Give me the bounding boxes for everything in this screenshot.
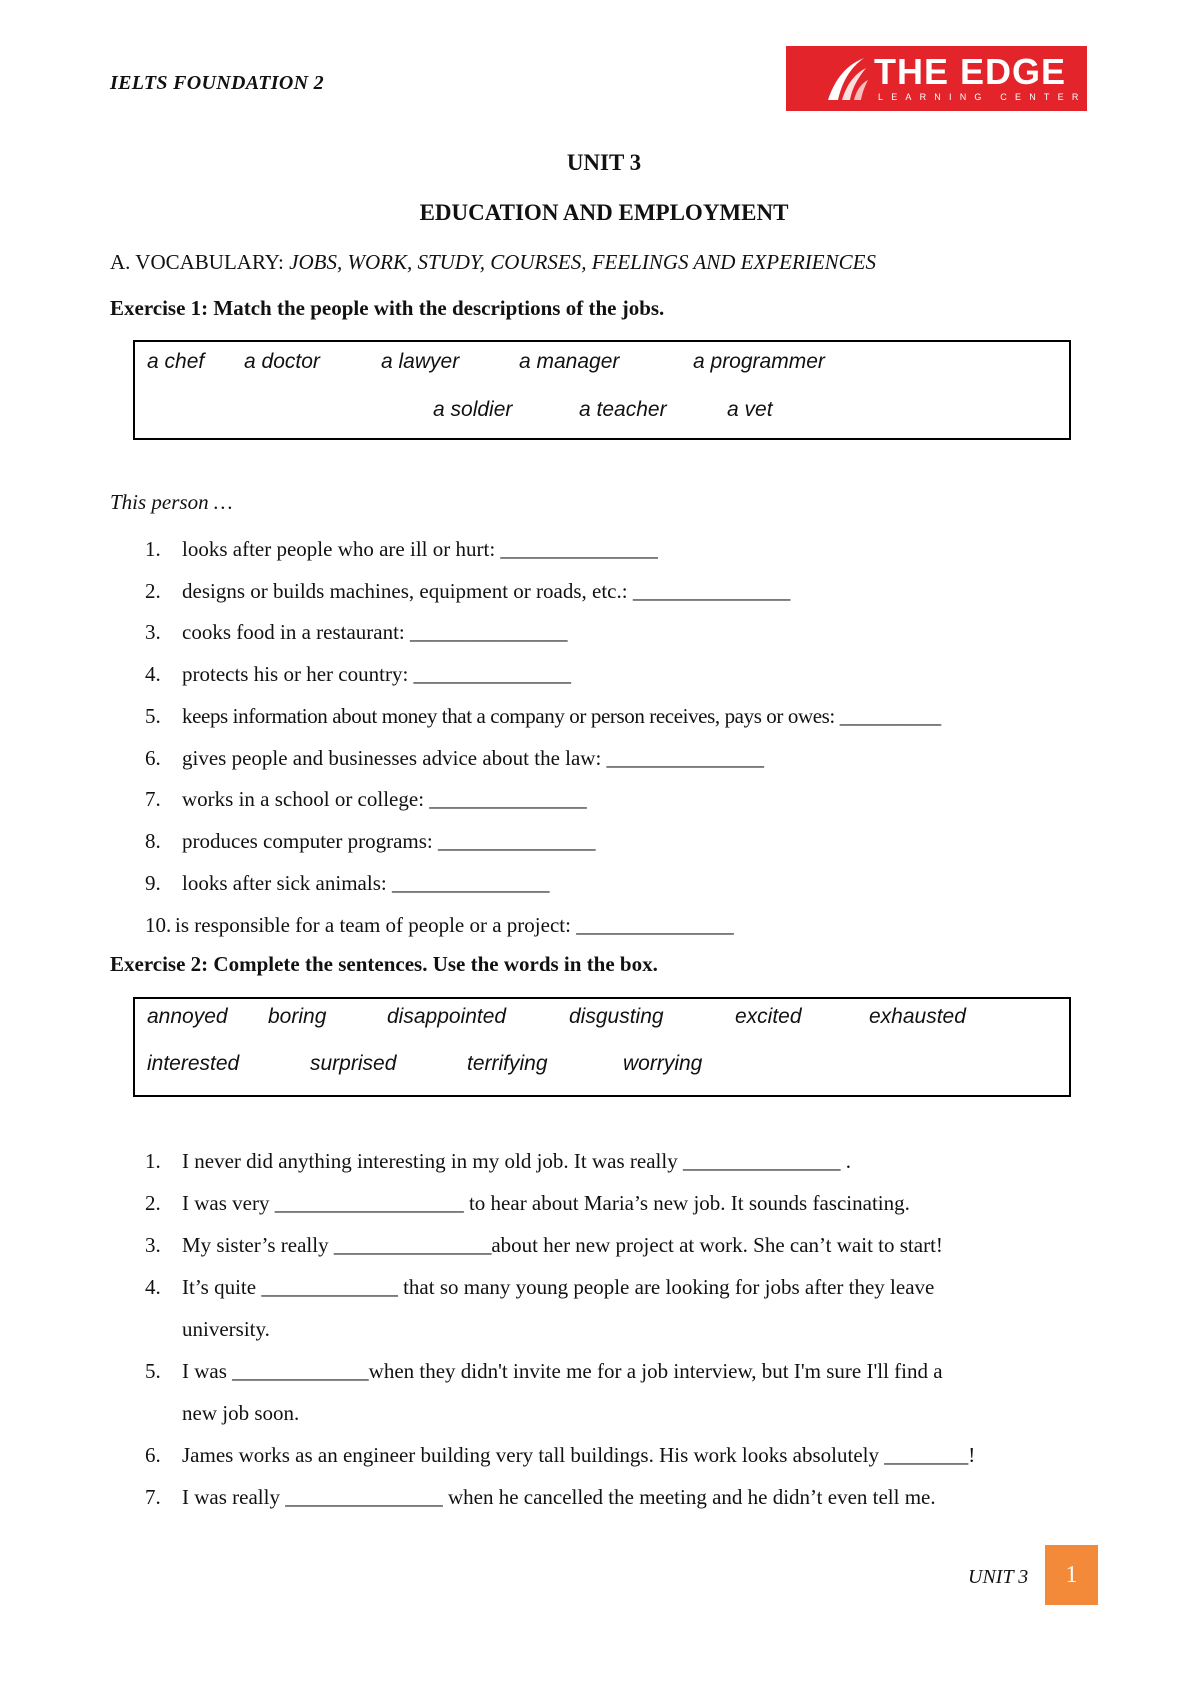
sail-logo-icon — [824, 56, 870, 102]
item-number: 4. — [145, 662, 161, 686]
logo-name: THE EDGE — [874, 51, 1067, 92]
exercise2-item-continued: new job soon. — [182, 1401, 300, 1425]
item-number: 7. — [145, 787, 161, 811]
word-box-item: disappointed — [387, 1005, 507, 1028]
exercise1-item: keeps information about money that a company or person receives, pays or owes: __________ — [182, 704, 941, 728]
word-box-item: boring — [268, 1005, 327, 1028]
exercise1-item: looks after sick animals: _______________ — [182, 871, 550, 895]
item-number: 10. — [145, 913, 172, 937]
item-number: 7. — [145, 1485, 161, 1509]
exercise2-item: I was really _______________ when he cancelled the meeting and he didn’t even tell me. — [182, 1485, 936, 1509]
item-number: 2. — [145, 579, 161, 603]
exercise2-item: It’s quite _____________ that so many young people are looking for jobs after they leave — [182, 1275, 935, 1299]
word-box-item: a programmer — [693, 350, 825, 373]
item-number: 5. — [145, 704, 161, 728]
exercise1-item: gives people and businesses advice about the law: _______________ — [182, 746, 765, 770]
item-number: 8. — [145, 829, 161, 853]
exercise1-item: produces computer programs: _______________ — [182, 829, 596, 853]
exercise2-item: I never did anything interesting in my old job. It was really _______________ . — [182, 1149, 851, 1173]
exercise2-item: James works as an engineer building very tall buildings. His work looks absolutely ________! — [182, 1443, 976, 1467]
item-number: 4. — [145, 1275, 161, 1299]
logo-tagline: LEARNING CENTER — [878, 92, 1087, 102]
exercise2-title: Exercise 2: Complete the sentences. Use the words in the box. — [110, 952, 658, 976]
word-box-item: interested — [147, 1052, 240, 1075]
exercise2-item: I was _____________when they didn't invite me for a job interview, but I'm sure I'll find a — [182, 1359, 943, 1383]
item-number: 1. — [145, 537, 161, 561]
exercise1-item: works in a school or college: _______________ — [182, 787, 587, 811]
item-number: 6. — [145, 1443, 161, 1467]
unit-title: UNIT 3 — [566, 150, 642, 175]
word-box-item: exhausted — [869, 1005, 966, 1028]
word-box-item: a teacher — [579, 398, 667, 421]
vocabulary-topics: JOBS, WORK, STUDY, COURSES, FEELINGS AND EXPERIENCES — [289, 250, 876, 274]
word-box-item: a chef — [147, 350, 205, 373]
exercise1-item: cooks food in a restaurant: _______________ — [182, 620, 568, 644]
exercise2-item: My sister’s really _______________about her new project at work. She can’t wait to start! — [182, 1233, 943, 1257]
word-box-item: annoyed — [147, 1005, 228, 1028]
course-title: IELTS FOUNDATION 2 — [110, 72, 324, 94]
footer-unit: UNIT 3 — [968, 1566, 1029, 1588]
word-box-item: terrifying — [467, 1052, 548, 1075]
item-number: 3. — [145, 1233, 161, 1257]
exercise2-item-continued: university. — [182, 1317, 270, 1341]
word-box-item: disgusting — [569, 1005, 664, 1028]
word-box-item: surprised — [310, 1052, 397, 1075]
word-box-item: a doctor — [244, 350, 320, 373]
exercise1-item: looks after people who are ill or hurt: _______________ — [182, 537, 658, 561]
vocabulary-heading — [110, 250, 876, 275]
exercise2-word-box — [133, 997, 1071, 1097]
exercise1-title: Exercise 1: Match the people with the descriptions of the jobs. — [110, 296, 665, 320]
item-number: 6. — [145, 746, 161, 770]
page-number: 1 — [1045, 1545, 1098, 1605]
exercise1-item: protects his or her country: _______________ — [182, 662, 572, 686]
word-box-item: worrying — [623, 1052, 703, 1075]
item-number: 9. — [145, 871, 161, 895]
word-box-item: a lawyer — [381, 350, 460, 373]
item-number: 3. — [145, 620, 161, 644]
exercise1-intro: This person … — [110, 490, 233, 514]
word-box-item: excited — [735, 1005, 802, 1028]
exercise2-item: I was very __________________ to hear about Maria’s new job. It sounds fascinating. — [182, 1191, 910, 1215]
vocabulary-prefix: A. VOCABULARY: — [110, 250, 290, 274]
exercise1-item: is responsible for a team of people or a project: _______________ — [175, 913, 734, 937]
exercise1-item: designs or builds machines, equipment or roads, etc.: _______________ — [182, 579, 791, 603]
item-number: 5. — [145, 1359, 161, 1383]
word-box-item: a vet — [727, 398, 773, 421]
item-number: 1. — [145, 1149, 161, 1173]
exercise1-word-box — [133, 340, 1071, 440]
brand-logo — [786, 46, 1087, 111]
item-number: 2. — [145, 1191, 161, 1215]
section-title: EDUCATION AND EMPLOYMENT — [419, 200, 789, 225]
word-box-item: a soldier — [433, 398, 513, 421]
word-box-item: a manager — [519, 350, 620, 373]
